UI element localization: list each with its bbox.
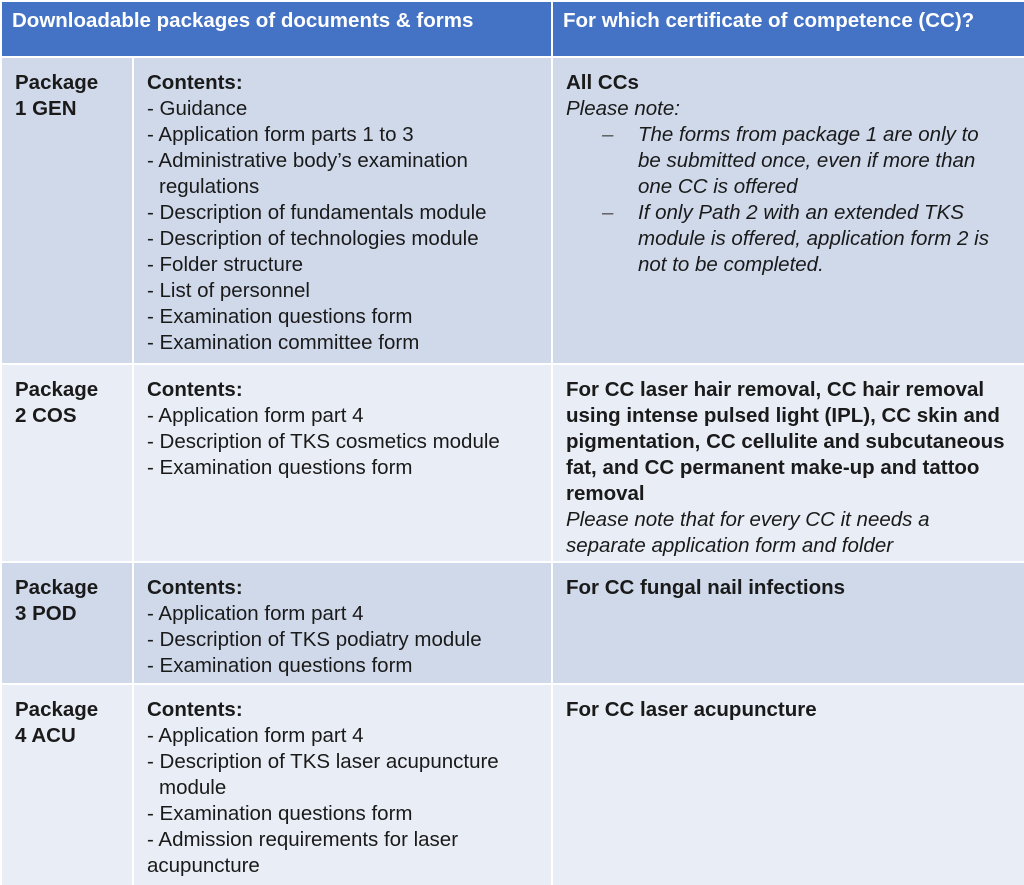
package-label: Package — [15, 698, 99, 721]
package-code: 1 GEN — [15, 97, 77, 120]
contents-heading: Contents: — [147, 71, 243, 94]
certificate-cell — [553, 58, 1024, 363]
note-bullet — [566, 200, 1012, 278]
contents-item: - Examination questions form — [147, 802, 413, 825]
dash-bullet-icon: – — [602, 201, 614, 224]
note-bullet-text: The forms from package 1 are only to be submitted once, even if more than one CC is offered — [638, 123, 979, 198]
contents-item: - Examination questions form — [147, 456, 413, 479]
header-certificate: For which certificate of competence (CC)? — [553, 2, 1024, 56]
contents-item: - Application form part 4 — [147, 724, 364, 747]
note-bullet — [566, 122, 1012, 200]
contents-cell — [134, 365, 551, 561]
contents-item: - Description of TKS cosmetics module — [147, 430, 500, 453]
certificate-title: For CC laser hair removal, CC hair removal using intense pulsed light (IPL), CC skin and pigmentation, CC cellulite and subcutaneous fat, and CC permanent make-up and tattoo removal — [566, 378, 1005, 505]
package-code: 3 POD — [15, 602, 77, 625]
contents-item: - Application form part 4 — [147, 602, 364, 625]
contents-cell — [134, 685, 551, 885]
package-cell — [2, 365, 132, 561]
package-label: Package — [15, 576, 99, 599]
certificate-cell — [553, 685, 1024, 885]
note-label: Please note: — [566, 97, 680, 120]
note-text: Please note that for every CC it needs a separate application form and folder — [566, 508, 930, 557]
contents-heading: Contents: — [147, 576, 243, 599]
package-cell — [2, 58, 132, 363]
package-code: 4 ACU — [15, 724, 76, 747]
contents-item: - Administrative body’s examination — [147, 149, 468, 172]
header-packages: Downloadable packages of documents & forms — [2, 2, 551, 56]
certificate-title: For CC laser acupuncture — [566, 698, 817, 721]
contents-item: - Folder structure — [147, 253, 304, 276]
contents-heading: Contents: — [147, 698, 243, 721]
contents-item: - Description of technologies module — [147, 227, 479, 250]
package-cell — [2, 563, 132, 683]
package-label: Package — [15, 378, 99, 401]
package-code: 2 COS — [15, 404, 77, 427]
contents-item: - Application form part 4 — [147, 404, 364, 427]
contents-item: - Examination committee form — [147, 331, 420, 354]
contents-item: - Admission requirements for laser — [147, 828, 459, 851]
contents-heading: Contents: — [147, 378, 243, 401]
contents-item: - Examination questions form — [147, 654, 413, 677]
certificate-title: For CC fungal nail infections — [566, 576, 846, 599]
package-cell — [2, 685, 132, 885]
packages-table — [2, 2, 1022, 885]
contents-item-continued: acupuncture — [147, 854, 260, 877]
contents-item: - Guidance — [147, 97, 248, 120]
certificate-cell — [553, 563, 1024, 683]
contents-cell — [134, 58, 551, 363]
contents-item-continued: regulations — [159, 175, 260, 198]
contents-item: - Description of TKS podiatry module — [147, 628, 482, 651]
contents-item: - Application form parts 1 to 3 — [147, 123, 414, 146]
contents-item: - Examination questions form — [147, 305, 413, 328]
note-bullet-text: If only Path 2 with an extended TKS module is offered, application form 2 is not to be completed. — [638, 201, 989, 276]
certificate-title: All CCs — [566, 71, 639, 94]
contents-item: - Description of fundamentals module — [147, 201, 487, 224]
package-label: Package — [15, 71, 99, 94]
contents-item: - Description of TKS laser acupuncture — [147, 750, 499, 773]
contents-item-continued: module — [159, 776, 227, 799]
certificate-cell — [553, 365, 1024, 561]
contents-item: - List of personnel — [147, 279, 310, 302]
dash-bullet-icon: – — [602, 123, 614, 146]
contents-cell — [134, 563, 551, 683]
